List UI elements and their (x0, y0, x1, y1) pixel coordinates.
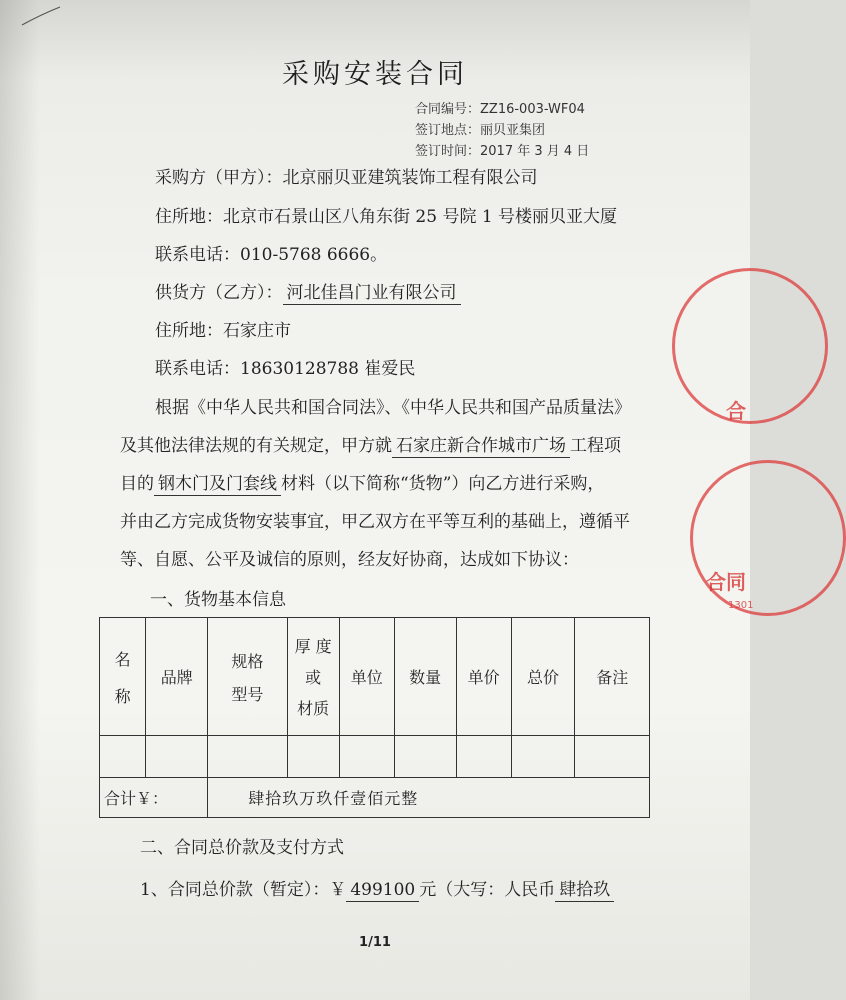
contract-number: 合同编号：ZZ16-003-WF04 (415, 102, 585, 117)
contract-amount: 499100 (346, 880, 419, 902)
clause-1: 1、合同总价款（暂定）：￥ 499100 元（大写：人民币 肆拾玖 (140, 875, 614, 900)
buyer-name: 北京丽贝亚建筑装饰工程有限公司 (282, 168, 538, 188)
amount-in-words: 肆拾玖 (555, 880, 614, 902)
seal-top-text: 合 (726, 399, 746, 423)
header-thickness: 厚 度 或 材质 (287, 618, 339, 736)
supplier-line: 供货方（乙方）： 河北佳昌门业有限公司 (155, 278, 461, 303)
intro-line-3: 目的 钢木门及门套线 材料（以下简称“货物”）向乙方进行采购， (120, 474, 605, 494)
intro-line-2: 及其他法律法规的有关规定，甲方就 石家庄新合作城市广场 工程项 (120, 436, 621, 456)
header-unit-price: 单价 (456, 618, 511, 736)
buyer-phone-line: 联系电话：010-5768 6666。 (155, 245, 388, 265)
header-unit: 单位 (339, 618, 394, 736)
goods-table (99, 617, 650, 818)
table-total-row (100, 778, 650, 818)
intro-line-5: 等、自愿、公平及诚信的原则，经友好协商，达成如下协议： (120, 550, 579, 570)
page-title: 采购安装合同 (282, 59, 468, 90)
header-remark: 备注 (575, 618, 650, 736)
supplier-address: 石家庄市 (223, 321, 291, 341)
page-number: 1/11 (359, 935, 391, 950)
buyer-phone: 010-5768 6666。 (240, 245, 388, 265)
header-quantity: 数量 (394, 618, 456, 736)
section-2-heading: 二、合同总价款及支付方式 (140, 838, 344, 858)
buyer-address: 北京市石景山区八角东街 25 号院 1 号楼丽贝亚大厦 (223, 207, 618, 227)
project-name: 石家庄新合作城市广场 (392, 436, 570, 458)
buyer-address-line: 住所地：北京市石景山区八角东街 25 号院 1 号楼丽贝亚大厦 (155, 207, 618, 227)
header-total-price: 总价 (511, 618, 575, 736)
supplier-phone-line: 联系电话：18630128788 崔爱民 (155, 359, 416, 379)
header-brand: 品牌 (146, 618, 208, 736)
seal-bottom-code: 1301 (728, 600, 754, 611)
table-header-row (100, 618, 650, 736)
signing-date: 签订时间：2017 年 3 月 4 日 (415, 144, 590, 159)
supplier-address-line: 住所地：石家庄市 (155, 321, 291, 341)
total-label: 合计￥： (100, 778, 208, 818)
material-name: 钢木门及门套线 (154, 474, 281, 496)
buyer-line: 采购方（甲方）：北京丽贝亚建筑装饰工程有限公司 (155, 168, 538, 188)
supplier-phone: 18630128788 崔爱民 (240, 359, 416, 379)
seal-bottom-text: 合同 (706, 570, 746, 594)
intro-line-4: 并由乙方完成货物安装事宜，甲乙双方在平等互利的基础上，遵循平 (120, 512, 630, 532)
supplier-name: 河北佳昌门业有限公司 (283, 283, 461, 305)
signing-place: 签订地点：丽贝亚集团 (415, 123, 546, 138)
pen-mark-icon (20, 5, 80, 27)
header-name: 名 称 (100, 618, 146, 736)
header-spec: 规格 型号 (208, 618, 287, 736)
table-row (100, 736, 650, 778)
section-1-heading: 一、货物基本信息 (150, 590, 286, 610)
total-in-words: 肆拾玖万玖仟壹佰元整 (208, 778, 650, 818)
intro-line-1: 根据《中华人民共和国合同法》、《中华人民共和国产品质量法》 (155, 398, 631, 418)
company-seal-top-icon (672, 268, 828, 424)
